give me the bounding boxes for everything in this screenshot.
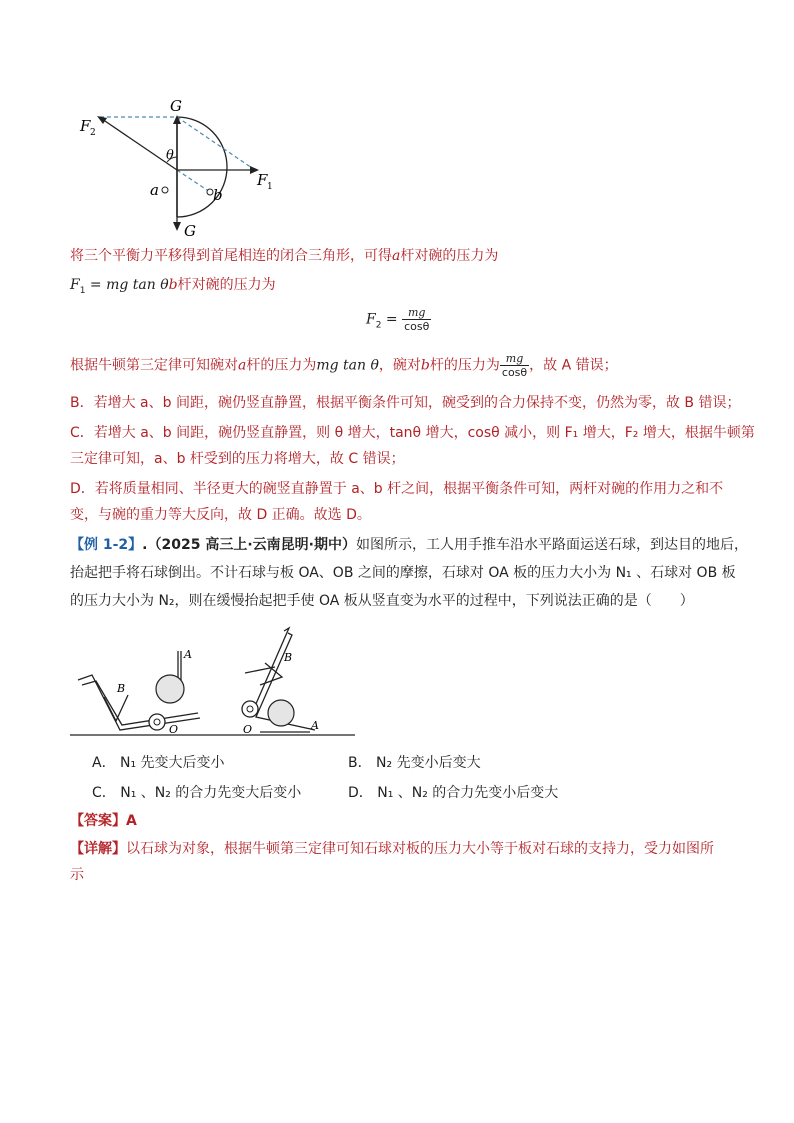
fraction-numerator: mg: [402, 306, 431, 320]
example-source: .（2025 高三上·云南昆明·期中）: [142, 537, 356, 553]
detail-label: 【详解】: [70, 841, 126, 857]
solution-line-1: [70, 245, 498, 267]
label-A2: A: [311, 719, 319, 732]
cart-diagram: [70, 625, 360, 740]
label-F2: F: [80, 117, 91, 135]
sub: 1: [79, 285, 86, 296]
label-theta: θ: [166, 148, 174, 163]
answer-label: 【答案】: [70, 813, 126, 829]
var-F: F: [366, 311, 376, 328]
text: 根据牛顿第三定律可知碗对: [70, 357, 238, 374]
var-b: b: [168, 277, 178, 293]
answer-line: [70, 810, 137, 832]
solution-line-2: [70, 274, 276, 302]
formula: mg tan θ: [316, 357, 379, 374]
formula: = mg tan θ: [85, 277, 169, 293]
detail-line-2: 示: [70, 867, 84, 883]
bowl-force-diagram: [70, 95, 290, 240]
text: ，碗对: [378, 357, 421, 374]
equals: =: [381, 311, 403, 328]
label-G-bottom: G: [184, 222, 196, 240]
label-B1: B: [117, 682, 126, 695]
label-F2-sub: 2: [90, 128, 96, 138]
example-question-line-3: 的压力大小为 N₂，则在缓慢抬起把手使 OA 板从竖直变为水平的过程中，下列说法正确的是（ ）: [70, 593, 694, 609]
option-c-explanation-2: 三定律可知，a、b 杆受到的压力将增大，故 C 错误；: [70, 451, 405, 467]
option-a[interactable]: A． N₁ 先变大后变小: [92, 755, 225, 771]
solution-line-3: [70, 352, 618, 379]
sub: 2: [375, 320, 382, 331]
text: ，故 A 错误；: [529, 357, 618, 374]
option-b-explanation: B．若增大 a、b 间距，碗仍竖直静置，根据平衡条件可知，碗受到的合力保持不变，仍然为零，故 B 错误；: [70, 395, 741, 411]
text: 杆的压力为: [429, 357, 500, 374]
var-a: a: [238, 357, 247, 374]
option-d-explanation-1: D．若将质量相同、半径更大的碗竖直静置于 a、b 杆之间，根据平衡条件可知，两杆对碗的作用力之和不: [70, 481, 724, 497]
text: 杆对碗的压力为: [177, 277, 276, 293]
var-b: b: [420, 357, 430, 374]
label-G-top: G: [170, 97, 182, 115]
var-F: F: [70, 277, 80, 293]
option-b[interactable]: B． N₂ 先变小后变大: [348, 755, 481, 771]
label-O2: O: [243, 723, 253, 736]
label-F1-sub: 1: [267, 182, 273, 192]
detail-text: 以石球为对象，根据牛顿第三定律可知石球对板的压力大小等于板对石球的支持力，受力如图所: [126, 841, 714, 857]
text: 如图所示，工人用手推车沿水平路面运送石球，到达目的地后，: [355, 537, 748, 553]
option-d[interactable]: D． N₁ 、N₂ 的合力先变小后变大: [348, 785, 559, 801]
var-a: a: [392, 248, 401, 264]
fraction-denominator: cosθ: [501, 366, 528, 379]
example-question-line-1: [70, 534, 748, 556]
example-question-line-2: 抬起把手将石球倒出。不计石球与板 OA、OB 之间的摩擦，石球对 OA 板的压力大小为 N₁ 、石球对 OB 板: [70, 565, 736, 581]
fraction-denominator: cosθ: [404, 320, 430, 333]
label-b: b: [213, 186, 223, 204]
label-F1: F: [257, 171, 268, 189]
label-a: a: [150, 181, 159, 199]
option-c[interactable]: C． N₁ 、N₂ 的合力先变大后变小: [92, 785, 302, 801]
label-A1: A: [184, 648, 192, 661]
example-tag: 【例 1-2】: [70, 537, 143, 553]
detail-line-1: [70, 838, 714, 860]
text: 杆的压力为: [246, 357, 317, 374]
label-O1: O: [169, 723, 179, 736]
label-B2: B: [284, 651, 293, 664]
answer-value: A: [126, 813, 137, 829]
fraction-numerator: mg: [500, 352, 529, 366]
option-d-explanation-2: 变，与碗的重力等大反向，故 D 正确。故选 D。: [70, 507, 371, 523]
equation-F2: [366, 306, 431, 336]
option-c-explanation-1: C．若增大 a、b 间距，碗仍竖直静置，则 θ 增大，tanθ 增大，cosθ 减小，则 F₁ 增大，F₂ 增大，根据牛顿第: [70, 425, 755, 441]
text: 杆对碗的压力为: [400, 248, 499, 264]
text: 将三个平衡力平移得到首尾相连的闭合三角形，可得: [70, 248, 392, 264]
